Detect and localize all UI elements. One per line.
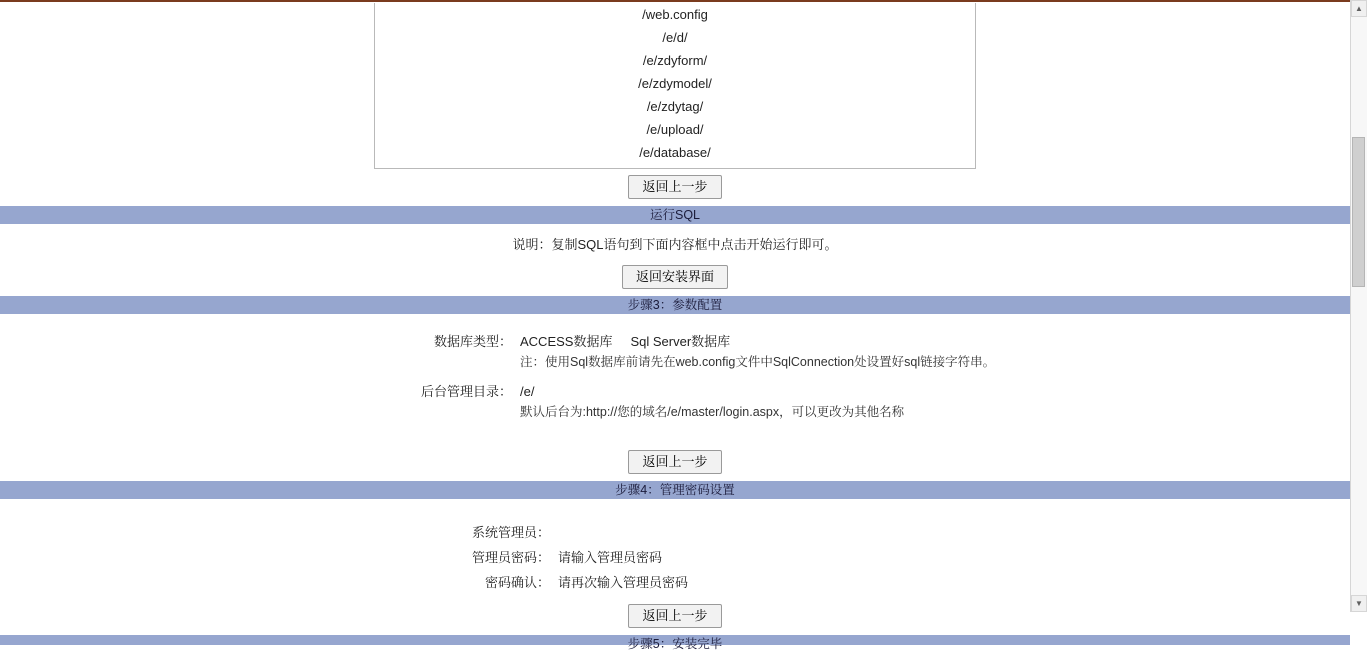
file-list-item: /e/d/ [662, 30, 688, 45]
back-install-button[interactable]: 返回安装界面 [622, 265, 728, 289]
section-title-step5: 步骤5：安装完毕 [0, 635, 1350, 645]
scroll-down-icon[interactable]: ▼ [1351, 595, 1367, 612]
scrollbar-thumb[interactable] [1352, 137, 1365, 287]
scrollbar-track[interactable] [1351, 17, 1367, 595]
password-confirm-label: 密码确认： [484, 575, 550, 590]
back-step-button-3[interactable]: 返回上一步 [628, 604, 721, 628]
back-step-1-row [0, 169, 1350, 203]
step4-form [0, 499, 1350, 593]
run-sql-note: 说明：复制SQL语句到下面内容框中点击开始运行即可。 [512, 237, 838, 252]
admin-dir-field [520, 382, 904, 422]
admin-password-row [0, 548, 1350, 568]
section-title-step3: 步骤3：参数配置 [0, 296, 1350, 314]
admin-name-row [0, 523, 1350, 543]
db-type-label: 数据库类型： [433, 334, 512, 349]
admin-dir-hint: 默认后台为:http://您的域名/e/master/login.aspx，可以更改为其他名称 [520, 405, 905, 419]
file-list [374, 3, 976, 169]
file-list-item: /e/database/ [639, 145, 711, 160]
admin-dir-value[interactable]: /e/ [520, 384, 535, 399]
file-list-item: /web.config [642, 7, 708, 22]
admin-password-label: 管理员密码： [471, 550, 550, 565]
admin-password-input[interactable]: 请输入管理员密码 [558, 550, 663, 565]
db-type-values [520, 332, 995, 352]
db-type-hint: 注：使用Sql数据库前请先在web.config文件中SqlConnection处设置好sql链接字符串。 [520, 355, 996, 369]
scroll-up-icon[interactable]: ▲ [1351, 0, 1367, 17]
file-list-item: /e/upload/ [646, 122, 704, 137]
db-option-sqlserver[interactable]: Sql Server数据库 [630, 334, 731, 349]
file-list-item: /e/zdyform/ [642, 53, 708, 68]
password-confirm-row [0, 573, 1350, 593]
back-step-2-row [0, 444, 1350, 478]
step3-form [0, 314, 1350, 430]
back-step-button-2[interactable]: 返回上一步 [628, 450, 721, 474]
file-list-item: /e/zdytag/ [646, 99, 704, 114]
db-type-options [520, 332, 995, 372]
file-list-item: /e/zdymodel/ [638, 76, 712, 91]
back-step-button[interactable]: 返回上一步 [628, 175, 721, 199]
db-type-row [0, 332, 1350, 372]
file-list-container [0, 3, 1350, 169]
db-option-access[interactable]: ACCESS数据库 [520, 334, 613, 349]
back-install-row [0, 259, 1350, 293]
section-title-run-sql: 运行SQL [0, 206, 1350, 224]
back-step-3-row [0, 598, 1350, 632]
admin-name-label: 系统管理员： [471, 525, 550, 540]
section-title-step4: 步骤4：管理密码设置 [0, 481, 1350, 499]
admin-dir-label: 后台管理目录： [420, 384, 512, 399]
admin-dir-row [0, 382, 1350, 422]
vertical-scrollbar[interactable] [1350, 0, 1366, 612]
password-confirm-input[interactable]: 请再次输入管理员密码 [558, 575, 689, 590]
